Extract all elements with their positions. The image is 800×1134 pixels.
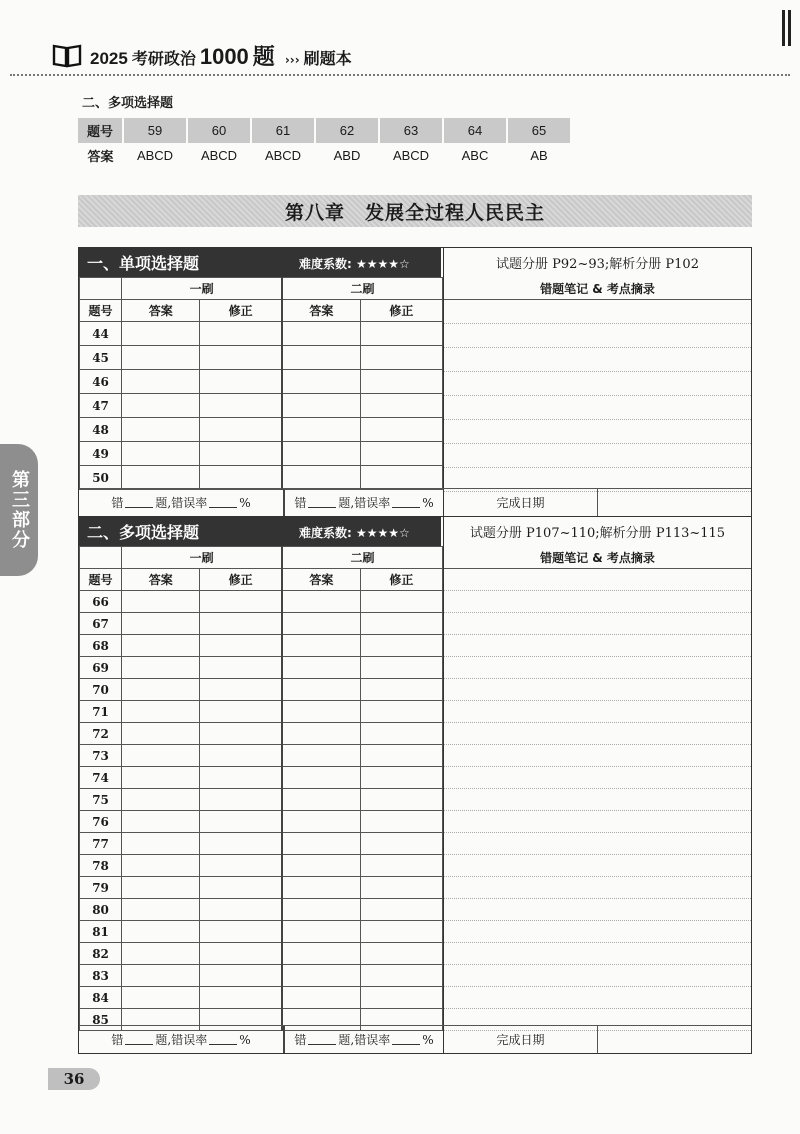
note-line	[444, 701, 751, 723]
round1-answer-cell[interactable]	[122, 591, 200, 613]
label-wrong: 错	[111, 496, 124, 510]
round2-answer-cell[interactable]	[282, 322, 360, 346]
round2-answer-cell[interactable]	[282, 877, 360, 899]
question-number: 78	[80, 855, 122, 877]
record-grid	[79, 546, 443, 1031]
round2-answer-cell[interactable]	[282, 635, 360, 657]
chapter-banner	[78, 195, 752, 227]
round1-correction-cell[interactable]	[200, 657, 282, 679]
answer-header: 答案	[122, 300, 200, 322]
question-number: 72	[80, 723, 122, 745]
answer-key-number: 60	[187, 118, 251, 143]
round1-correction-cell[interactable]	[200, 723, 282, 745]
round1-correction-cell[interactable]	[200, 346, 282, 370]
round2-correction-cell[interactable]	[360, 701, 442, 723]
round1-header: 一刷	[122, 547, 282, 569]
round1-correction-cell[interactable]	[200, 855, 282, 877]
round1-answer-cell[interactable]	[122, 965, 200, 987]
table-row	[80, 442, 443, 466]
table-row	[80, 877, 443, 899]
label-error-rate: 题,错误率	[338, 496, 391, 510]
chapter-title: 第八章 发展全过程人民民主	[284, 201, 545, 224]
note-line	[444, 745, 751, 767]
round2-answer-cell[interactable]	[282, 370, 360, 394]
note-line	[444, 613, 751, 635]
section-single-choice	[78, 247, 752, 517]
round1-correction-cell[interactable]	[200, 613, 282, 635]
round1-answer-cell[interactable]	[122, 346, 200, 370]
round2-correction-cell[interactable]	[360, 855, 442, 877]
round2-correction-cell[interactable]	[360, 745, 442, 767]
table-row	[80, 833, 443, 855]
round1-correction-cell[interactable]	[200, 394, 282, 418]
answer-key-value: ABCD	[200, 148, 238, 163]
table-row	[80, 745, 443, 767]
round2-correction-cell[interactable]	[360, 723, 442, 745]
question-number: 44	[80, 322, 122, 346]
page-number: 36	[48, 1068, 100, 1090]
round1-correction-cell[interactable]	[200, 466, 282, 490]
error-rate-round2[interactable]	[283, 1026, 443, 1053]
error-rate-round2[interactable]	[283, 489, 443, 516]
round2-answer-cell[interactable]	[282, 679, 360, 701]
qnum-header: 题号	[80, 569, 122, 591]
table-row	[80, 679, 443, 701]
note-line	[444, 569, 751, 591]
round2-answer-cell[interactable]	[282, 591, 360, 613]
answer-key-value: ABCD	[136, 148, 174, 163]
grid-corner	[80, 278, 122, 300]
section-footer	[79, 488, 751, 516]
answer-header: 答案	[282, 569, 360, 591]
round1-answer-cell[interactable]	[122, 745, 200, 767]
page-reference: 试题分册 P92~93;解析分册 P102	[443, 248, 751, 277]
round1-answer-cell[interactable]	[122, 370, 200, 394]
round2-answer-cell[interactable]	[282, 921, 360, 943]
correction-header: 修正	[360, 569, 442, 591]
table-row	[80, 987, 443, 1009]
grid-corner	[80, 547, 122, 569]
round1-correction-cell[interactable]	[200, 635, 282, 657]
header-subject: 考研政治	[131, 48, 196, 68]
round1-answer-cell[interactable]	[122, 679, 200, 701]
round1-correction-cell[interactable]	[200, 370, 282, 394]
round1-correction-cell[interactable]	[200, 921, 282, 943]
round1-answer-cell[interactable]	[122, 855, 200, 877]
section-title-bar	[79, 248, 751, 277]
open-book-icon	[52, 42, 82, 68]
note-line	[444, 657, 751, 679]
round1-answer-cell[interactable]	[122, 466, 200, 490]
round2-answer-cell[interactable]	[282, 855, 360, 877]
round1-answer-cell[interactable]	[122, 442, 200, 466]
notes-area[interactable]	[443, 546, 751, 1031]
label-error-rate: 题,错误率	[155, 1033, 208, 1047]
table-row	[80, 657, 443, 679]
table-row	[80, 370, 443, 394]
note-line	[444, 420, 751, 444]
round2-correction-cell[interactable]	[360, 466, 442, 490]
note-line	[444, 444, 751, 468]
answer-key-number: 61	[251, 118, 315, 143]
note-line	[444, 965, 751, 987]
difficulty-rating: 难度系数: ★★★★☆	[299, 526, 410, 540]
question-number: 77	[80, 833, 122, 855]
round2-answer-cell[interactable]	[282, 899, 360, 921]
question-number: 84	[80, 987, 122, 1009]
note-line	[444, 811, 751, 833]
label-wrong: 错	[294, 1033, 307, 1047]
question-number: 79	[80, 877, 122, 899]
notes-header: 错题笔记 & 考点摘录	[444, 277, 751, 300]
correction-header: 修正	[360, 300, 442, 322]
round2-answer-cell[interactable]	[282, 442, 360, 466]
table-row	[80, 789, 443, 811]
round1-answer-cell[interactable]	[122, 322, 200, 346]
table-row	[80, 855, 443, 877]
label-percent: %	[239, 1032, 251, 1047]
round1-answer-cell[interactable]	[122, 899, 200, 921]
round1-answer-cell[interactable]	[122, 635, 200, 657]
round1-answer-cell[interactable]	[122, 987, 200, 1009]
note-line	[444, 300, 751, 324]
round2-answer-cell[interactable]	[282, 418, 360, 442]
section-title: 一、单项选择题	[87, 254, 200, 273]
note-line	[444, 987, 751, 1009]
round1-correction-cell[interactable]	[200, 965, 282, 987]
round2-answer-cell[interactable]	[282, 657, 360, 679]
round1-correction-cell[interactable]	[200, 811, 282, 833]
label-wrong: 错	[294, 496, 307, 510]
note-line	[444, 324, 751, 348]
table-row	[80, 466, 443, 490]
round1-answer-cell[interactable]	[122, 833, 200, 855]
answer-key-number: 63	[379, 118, 443, 143]
question-number: 50	[80, 466, 122, 490]
question-number: 73	[80, 745, 122, 767]
question-number: 49	[80, 442, 122, 466]
round1-correction-cell[interactable]	[200, 679, 282, 701]
round1-correction-cell[interactable]	[200, 591, 282, 613]
question-number: 66	[80, 591, 122, 613]
table-row	[80, 811, 443, 833]
round1-answer-cell[interactable]	[122, 418, 200, 442]
round1-answer-cell[interactable]	[122, 657, 200, 679]
question-number: 81	[80, 921, 122, 943]
round2-correction-cell[interactable]	[360, 921, 442, 943]
note-line	[444, 767, 751, 789]
round1-correction-cell[interactable]	[200, 789, 282, 811]
round1-header: 一刷	[122, 278, 282, 300]
note-line	[444, 855, 751, 877]
record-grid	[79, 277, 443, 490]
table-row	[80, 767, 443, 789]
answer-key-number: 65	[507, 118, 571, 143]
round1-correction-cell[interactable]	[200, 701, 282, 723]
label-error-rate: 题,错误率	[155, 496, 208, 510]
round2-correction-cell[interactable]	[360, 811, 442, 833]
table-row	[80, 394, 443, 418]
note-line	[444, 833, 751, 855]
label-percent: %	[422, 1032, 434, 1047]
round2-correction-cell[interactable]	[360, 591, 442, 613]
question-number: 71	[80, 701, 122, 723]
correction-header: 修正	[200, 300, 282, 322]
table-row	[80, 965, 443, 987]
question-number: 46	[80, 370, 122, 394]
round2-correction-cell[interactable]	[360, 877, 442, 899]
answer-key-number: 59	[123, 118, 187, 143]
header-divider	[10, 74, 790, 76]
header-year: 2025	[90, 48, 128, 68]
note-line	[444, 723, 751, 745]
label-percent: %	[239, 495, 251, 510]
section-title: 二、多项选择题	[87, 523, 200, 542]
notes-header: 错题笔记 & 考点摘录	[444, 546, 751, 569]
question-number: 85	[80, 1009, 122, 1031]
answer-key-value: ABCD	[392, 148, 430, 163]
question-number: 45	[80, 346, 122, 370]
round1-correction-cell[interactable]	[200, 987, 282, 1009]
completion-date-field[interactable]	[597, 489, 751, 516]
round2-answer-cell[interactable]	[282, 466, 360, 490]
question-number: 76	[80, 811, 122, 833]
note-line	[444, 943, 751, 965]
question-number: 69	[80, 657, 122, 679]
answer-key-value: ABC	[461, 148, 489, 163]
difficulty-rating: 难度系数: ★★★★☆	[299, 257, 410, 271]
round1-correction-cell[interactable]	[200, 877, 282, 899]
answer-key-label-num: 题号	[78, 118, 123, 143]
round1-correction-cell[interactable]	[200, 442, 282, 466]
round2-correction-cell[interactable]	[360, 370, 442, 394]
completion-date-label: 完成日期	[443, 489, 597, 516]
table-row	[80, 899, 443, 921]
round2-answer-cell[interactable]	[282, 833, 360, 855]
round2-answer-cell[interactable]	[282, 943, 360, 965]
round2-correction-cell[interactable]	[360, 394, 442, 418]
question-number: 67	[80, 613, 122, 635]
round2-correction-cell[interactable]	[360, 987, 442, 1009]
round1-answer-cell[interactable]	[122, 811, 200, 833]
table-row	[80, 418, 443, 442]
answer-header: 答案	[282, 300, 360, 322]
round2-correction-cell[interactable]	[360, 943, 442, 965]
round1-answer-cell[interactable]	[122, 394, 200, 418]
question-number: 48	[80, 418, 122, 442]
table-row	[80, 591, 443, 613]
round2-correction-cell[interactable]	[360, 346, 442, 370]
completion-date-label: 完成日期	[443, 1026, 597, 1053]
answer-key-value: ABCD	[264, 148, 302, 163]
round2-correction-cell[interactable]	[360, 442, 442, 466]
table-row	[80, 943, 443, 965]
round1-correction-cell[interactable]	[200, 833, 282, 855]
round2-correction-cell[interactable]	[360, 657, 442, 679]
table-row	[80, 723, 443, 745]
label-wrong: 错	[111, 1033, 124, 1047]
correction-header: 修正	[200, 569, 282, 591]
round2-answer-cell[interactable]	[282, 987, 360, 1009]
completion-date-field[interactable]	[597, 1026, 751, 1053]
section-footer	[79, 1025, 751, 1053]
round2-correction-cell[interactable]	[360, 322, 442, 346]
answer-header: 答案	[122, 569, 200, 591]
round1-answer-cell[interactable]	[122, 723, 200, 745]
error-rate-round1[interactable]	[79, 1026, 283, 1053]
table-row	[80, 613, 443, 635]
answer-key-table	[78, 118, 572, 168]
round1-correction-cell[interactable]	[200, 899, 282, 921]
round1-correction-cell[interactable]	[200, 322, 282, 346]
answer-key-label-ans: 答案	[87, 150, 114, 165]
round2-answer-cell[interactable]	[282, 745, 360, 767]
round2-correction-cell[interactable]	[360, 965, 442, 987]
round2-header: 二刷	[282, 547, 442, 569]
answer-key-value: AB	[530, 148, 548, 163]
table-row	[80, 346, 443, 370]
round2-correction-cell[interactable]	[360, 767, 442, 789]
question-number: 68	[80, 635, 122, 657]
note-line	[444, 635, 751, 657]
answers-title: 二、多项选择题	[82, 96, 174, 111]
header-book: 刷题本	[303, 48, 352, 68]
round1-answer-cell[interactable]	[122, 943, 200, 965]
label-percent: %	[422, 495, 434, 510]
section-multiple-choice	[78, 517, 752, 1054]
question-number: 70	[80, 679, 122, 701]
round1-correction-cell[interactable]	[200, 767, 282, 789]
answer-key-number: 64	[443, 118, 507, 143]
round2-answer-cell[interactable]	[282, 723, 360, 745]
note-line	[444, 679, 751, 701]
round1-answer-cell[interactable]	[122, 921, 200, 943]
table-row	[80, 921, 443, 943]
round2-answer-cell[interactable]	[282, 811, 360, 833]
round2-correction-cell[interactable]	[360, 789, 442, 811]
page-reference: 试题分册 P107~110;解析分册 P113~115	[443, 517, 751, 546]
round2-correction-cell[interactable]	[360, 613, 442, 635]
corner-marks	[782, 10, 796, 50]
round2-correction-cell[interactable]	[360, 635, 442, 657]
round2-header: 二刷	[282, 278, 442, 300]
table-row	[80, 635, 443, 657]
answer-key-value: ABD	[333, 148, 361, 163]
round2-answer-cell[interactable]	[282, 613, 360, 635]
note-line	[444, 789, 751, 811]
header-number: 1000	[199, 43, 249, 69]
question-number: 74	[80, 767, 122, 789]
round1-answer-cell[interactable]	[122, 701, 200, 723]
side-tab-label: 第三部分	[9, 470, 30, 550]
side-tab	[0, 444, 38, 576]
round2-answer-cell[interactable]	[282, 965, 360, 987]
answer-key-number: 62	[315, 118, 379, 143]
header-arrows: ›››	[284, 52, 300, 67]
question-number: 80	[80, 899, 122, 921]
round1-correction-cell[interactable]	[200, 943, 282, 965]
round1-correction-cell[interactable]	[200, 745, 282, 767]
error-rate-round1[interactable]	[79, 489, 283, 516]
label-error-rate: 题,错误率	[338, 1033, 391, 1047]
round2-correction-cell[interactable]	[360, 418, 442, 442]
question-number: 83	[80, 965, 122, 987]
round1-answer-cell[interactable]	[122, 767, 200, 789]
round2-answer-cell[interactable]	[282, 346, 360, 370]
page-header	[52, 38, 352, 72]
note-line	[444, 591, 751, 613]
round2-answer-cell[interactable]	[282, 394, 360, 418]
table-row	[80, 701, 443, 723]
round2-correction-cell[interactable]	[360, 899, 442, 921]
round2-answer-cell[interactable]	[282, 701, 360, 723]
table-row	[80, 322, 443, 346]
round1-answer-cell[interactable]	[122, 877, 200, 899]
note-line	[444, 899, 751, 921]
question-number: 82	[80, 943, 122, 965]
round1-answer-cell[interactable]	[122, 613, 200, 635]
question-number: 47	[80, 394, 122, 418]
round2-correction-cell[interactable]	[360, 679, 442, 701]
round2-answer-cell[interactable]	[282, 767, 360, 789]
header-ti: 题	[252, 43, 275, 69]
round1-answer-cell[interactable]	[122, 789, 200, 811]
round1-correction-cell[interactable]	[200, 418, 282, 442]
note-line	[444, 877, 751, 899]
note-line	[444, 348, 751, 372]
round2-answer-cell[interactable]	[282, 789, 360, 811]
note-line	[444, 396, 751, 420]
question-number: 75	[80, 789, 122, 811]
note-line	[444, 921, 751, 943]
qnum-header: 题号	[80, 300, 122, 322]
note-line	[444, 372, 751, 396]
section-title-bar	[79, 517, 751, 546]
notes-area[interactable]	[443, 277, 751, 492]
round2-correction-cell[interactable]	[360, 833, 442, 855]
